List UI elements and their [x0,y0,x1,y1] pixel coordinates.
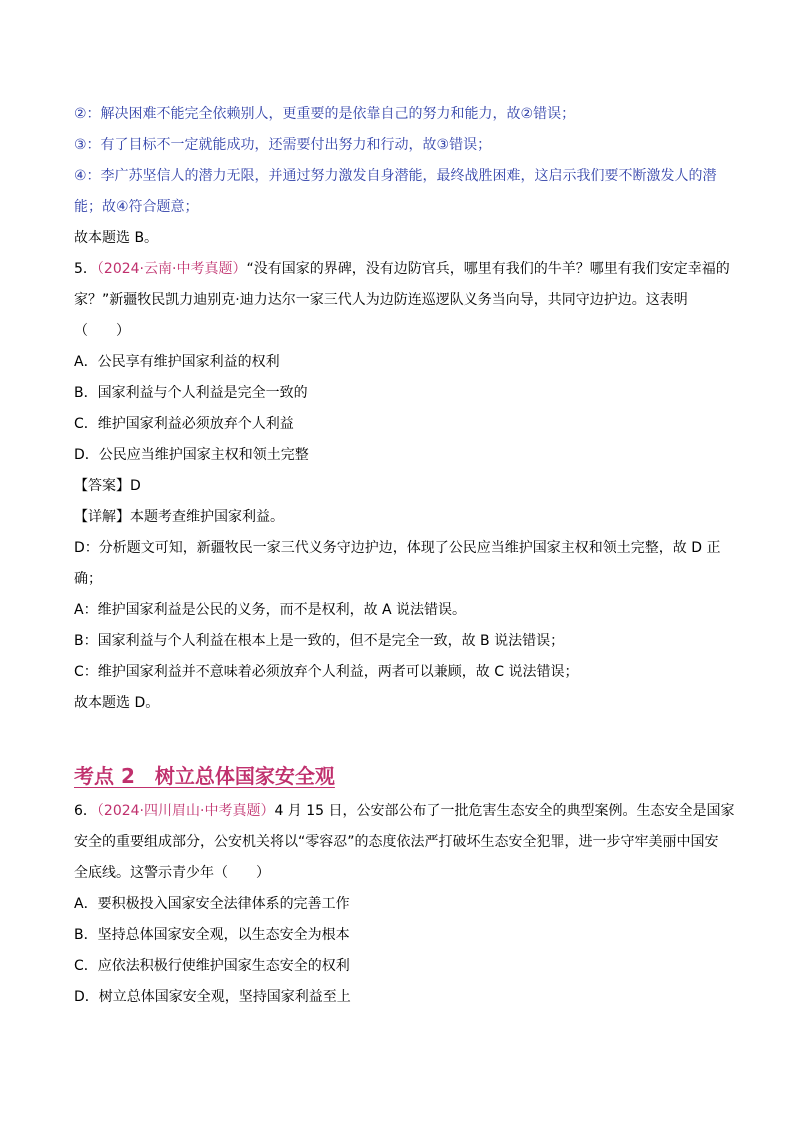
q6-stem-a: 4 月 15 日，公安部公布了一批危害生态安全的典型案例。生态安全是国家 [274,803,735,819]
q5-analysis-5: C：维护国家利益并不意味着必须放弃个人利益，两者可以兼顾，故 C 说法错误； [74,664,579,680]
analysis-line-4a: ④：李广苏坚信人的潜力无限，并通过努力激发自身潜能，最终战胜困难，这启示我们要不断激发人的潜 [74,168,717,184]
q5-analysis-2: 确； [74,571,102,587]
q6-source: （2024·四川眉山·中考真题） [96,803,275,819]
q6-stem-b: 安全的重要组成部分，公安机关将以“零容忍”的态度依法严打破坏生态安全犯罪，进一步守牢美丽中国安 [74,834,719,850]
analysis-line-4b: 能；故④符合题意； [74,199,199,215]
q6-stem-line-1 [74,801,734,821]
q5-analysis-4: B：国家利益与个人利益在根本上是一致的，但不是完全一致，故 B 说法错误； [74,633,565,649]
q5-option-d: D．公民应当维护国家主权和领土完整 [74,447,309,463]
analysis-line-2: ②：解决困难不能完全依赖别人，更重要的是依靠自己的努力和能力，故②错误； [74,106,576,122]
q6-option-a: A．要积极投入国家安全法律体系的完善工作 [74,896,350,912]
q5-stem-line-1 [74,259,734,279]
q5-source: （2024·云南·中考真题） [96,261,247,277]
q5-stem-a: “没有国家的界碑，没有边防官兵，哪里有我们的牛羊？哪里有我们安定幸福的 [246,261,730,277]
q5-detail: 【详解】本题考查维护国家利益。 [74,509,284,525]
q6-option-d: D．树立总体国家安全观，坚持国家利益至上 [74,989,351,1005]
section-heading: 考点 2 树立总体国家安全观 [74,764,335,788]
q5-analysis-1: D：分析题文可知，新疆牧民一家三代义务守边护边，体现了公民应当维护国家主权和领土完整，故 D 正 [74,540,721,556]
q6-option-c: C．应依法积极行使维护国家生态安全的权利 [74,958,350,974]
q5-option-c: C．维护国家利益必须放弃个人利益 [74,416,294,432]
analysis-line-3: ③：有了目标不一定就能成功，还需要付出努力和行动，故③错误； [74,137,492,153]
prev-conclusion: 故本题选 B。 [74,230,159,246]
q5-number: 5． [74,261,97,277]
q5-option-b: B．国家利益与个人利益是完全一致的 [74,385,308,401]
q5-analysis-3: A：维护国家利益是公民的义务，而不是权利，故 A 说法错误。 [74,602,467,618]
q5-conclusion: 故本题选 D。 [74,695,160,711]
q6-stem-c: 全底线。这警示青少年（ ） [74,865,270,881]
q5-blank: （ ） [74,323,130,339]
q6-number: 6． [74,803,97,819]
q5-option-a: A．公民享有维护国家利益的权利 [74,354,280,370]
q5-stem-b: 家？”新疆牧民凯力迪别克·迪力达尔一家三代人为边防连巡逻队义务当向导，共同守边护边。这表明 [74,292,688,308]
q5-answer: 【答案】D [74,478,141,494]
q6-option-b: B．坚持总体国家安全观，以生态安全为根本 [74,927,350,943]
